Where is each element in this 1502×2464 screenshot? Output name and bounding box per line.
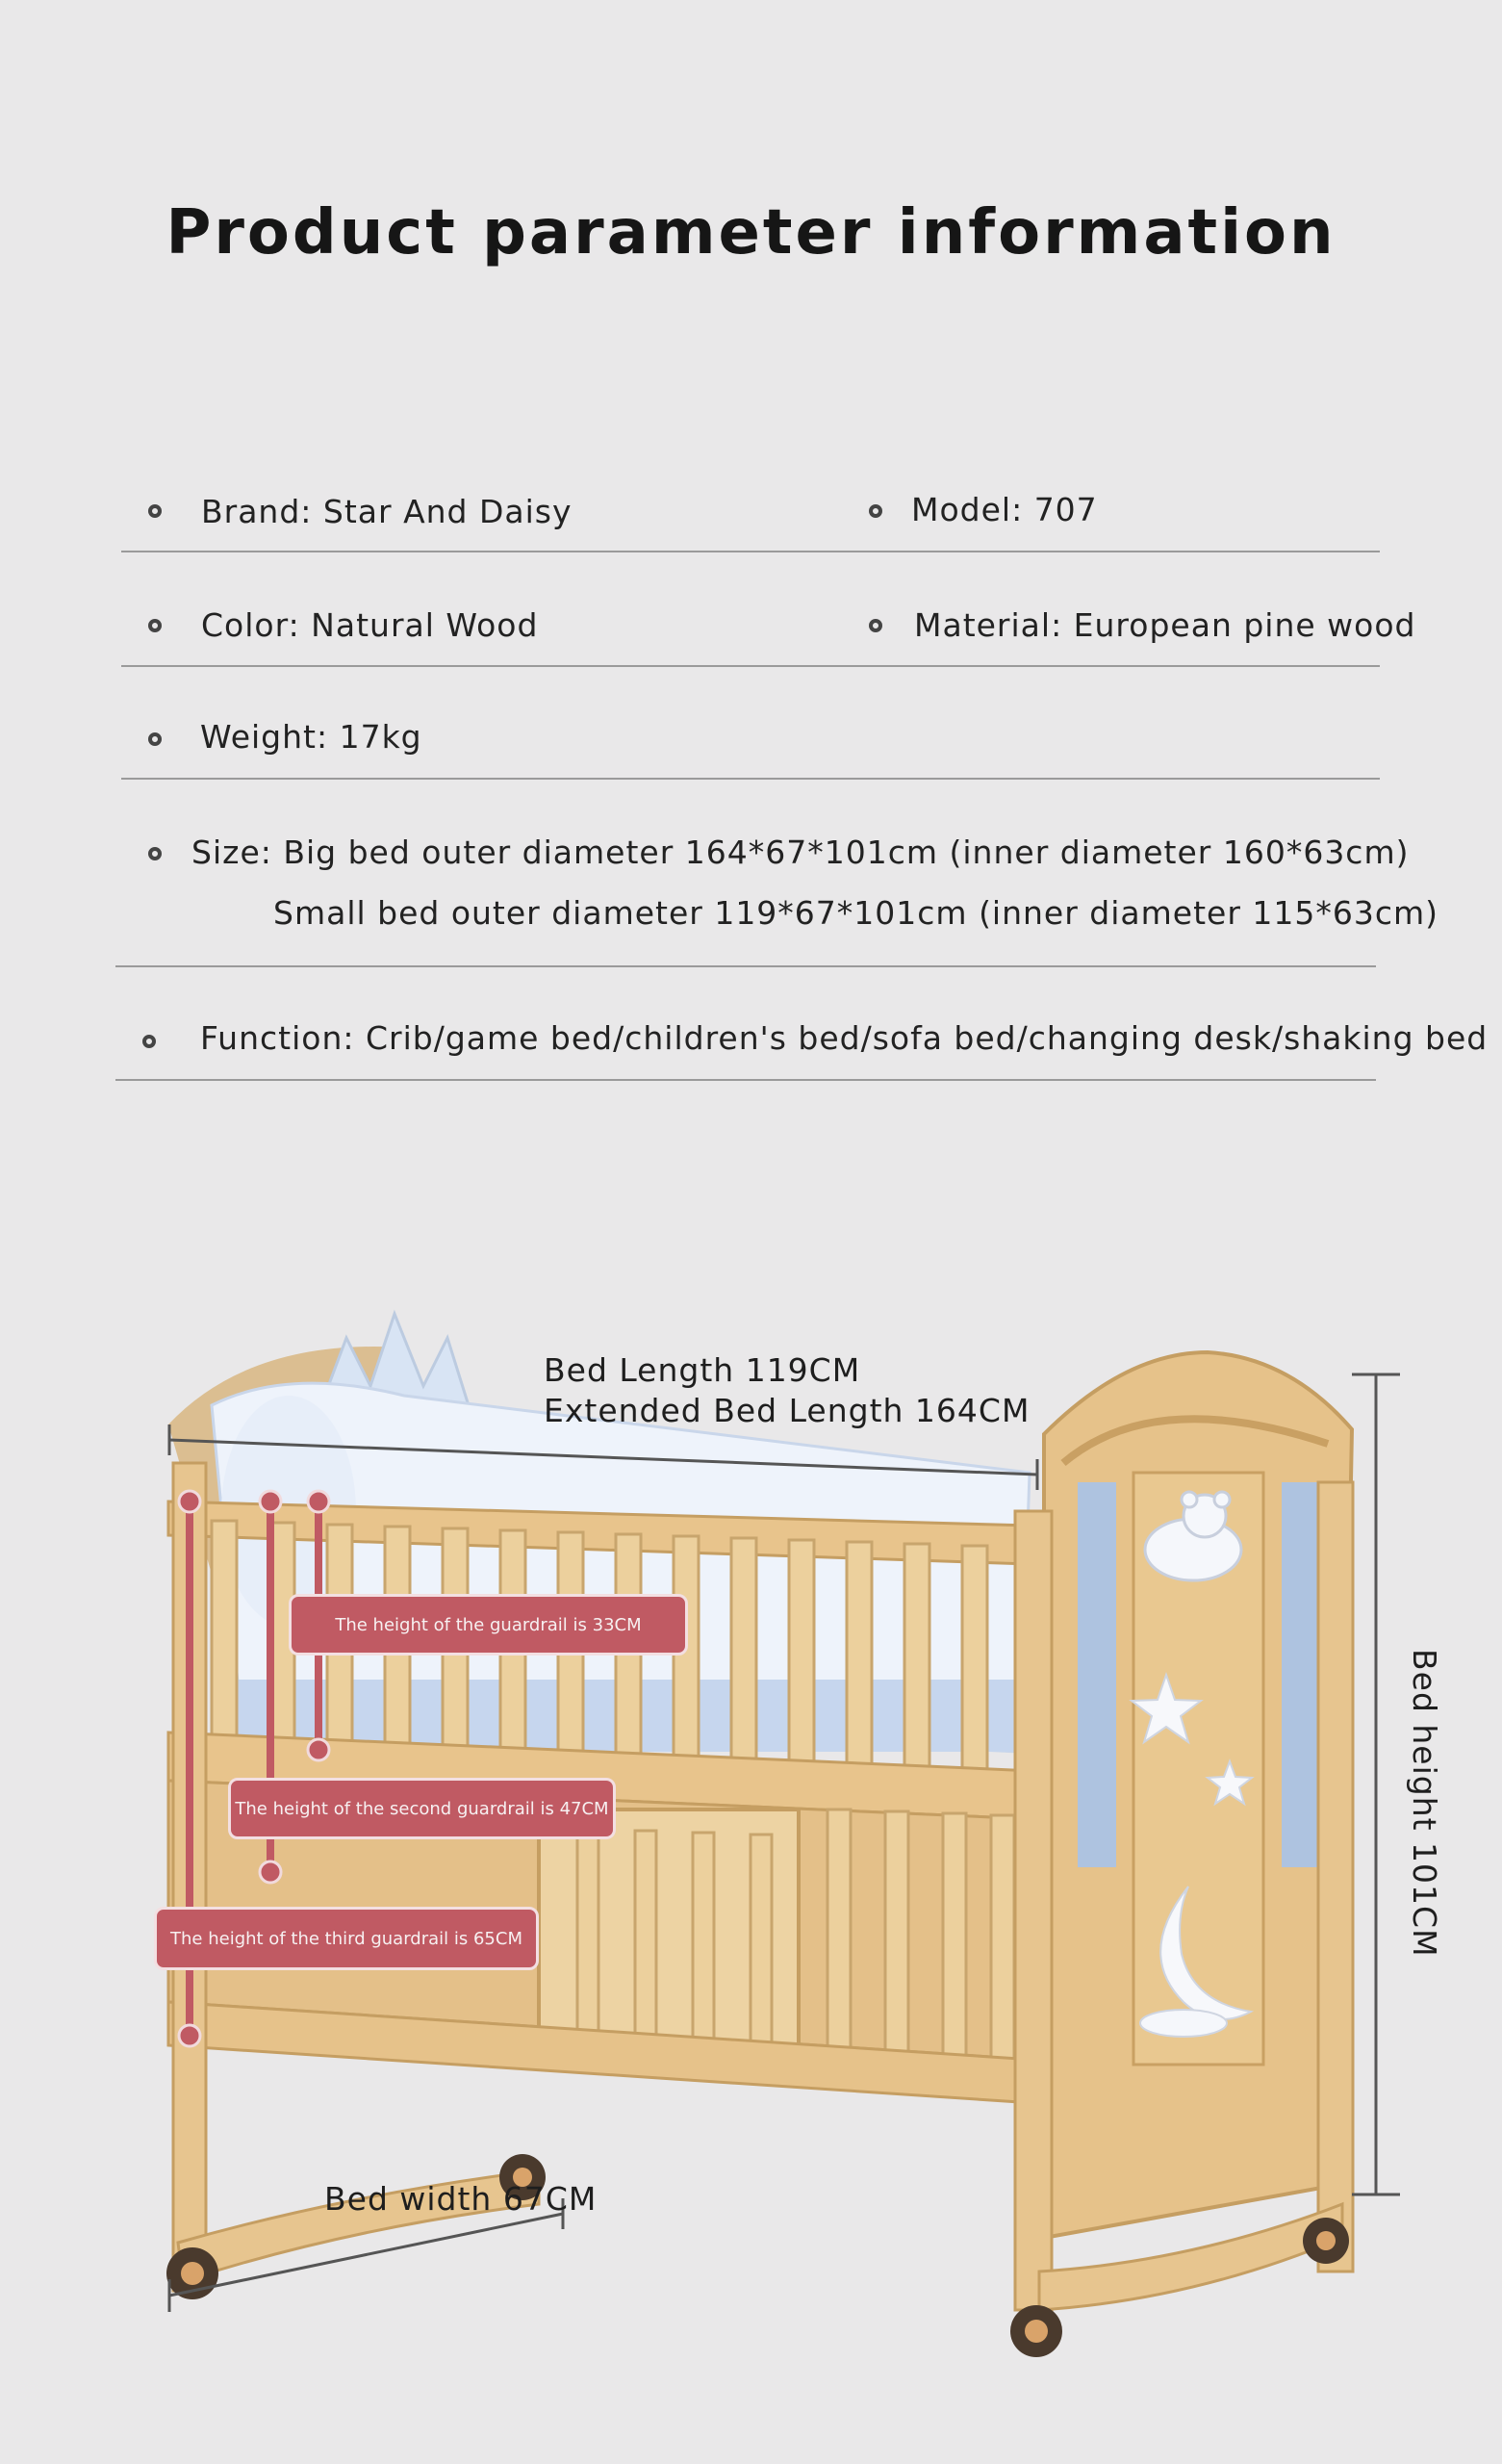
bullet-ring-icon <box>148 847 162 860</box>
spec-function: Function: Crib/game bed/children's bed/sofa bed/changing desk/shaking bed <box>200 1019 1489 1057</box>
divider <box>115 1079 1376 1081</box>
extended-bed-length-label: Extended Bed Length 164CM <box>544 1392 1031 1429</box>
bed-width-label: Bed width 67CM <box>324 2180 598 2218</box>
divider <box>121 665 1380 667</box>
spec-model: Model: 707 <box>911 491 1098 528</box>
spec-brand: Brand: Star And Daisy <box>201 493 573 530</box>
spec-material: Material: European pine wood <box>914 606 1416 644</box>
bullet-ring-icon <box>148 732 162 746</box>
guardrail-callout-third: The height of the third guardrail is 65CM <box>154 1907 539 1970</box>
bullet-ring-icon <box>869 619 882 632</box>
spec-size-line1: Size: Big bed outer diameter 164*67*101cm (inner diameter 160*63cm) <box>191 834 1410 871</box>
bullet-ring-icon <box>148 619 162 632</box>
bullet-ring-icon <box>869 504 882 518</box>
bullet-ring-icon <box>142 1035 156 1048</box>
divider <box>121 551 1380 552</box>
bed-length-label: Bed Length 119CM <box>544 1351 861 1389</box>
divider <box>121 778 1380 780</box>
bed-height-label: Bed height 101CM <box>1406 1649 1443 1958</box>
divider <box>115 965 1376 967</box>
bullet-ring-icon <box>148 504 162 518</box>
spec-color: Color: Natural Wood <box>201 606 539 644</box>
spec-weight: Weight: 17kg <box>200 718 422 756</box>
page-title: Product parameter information <box>165 197 1337 269</box>
guardrail-callout-first: The height of the guardrail is 33CM <box>289 1594 688 1656</box>
guardrail-callout-second: The height of the second guardrail is 47CM <box>228 1778 616 1839</box>
spec-size-line2: Small bed outer diameter 119*67*101cm (inner diameter 115*63cm) <box>273 894 1439 932</box>
